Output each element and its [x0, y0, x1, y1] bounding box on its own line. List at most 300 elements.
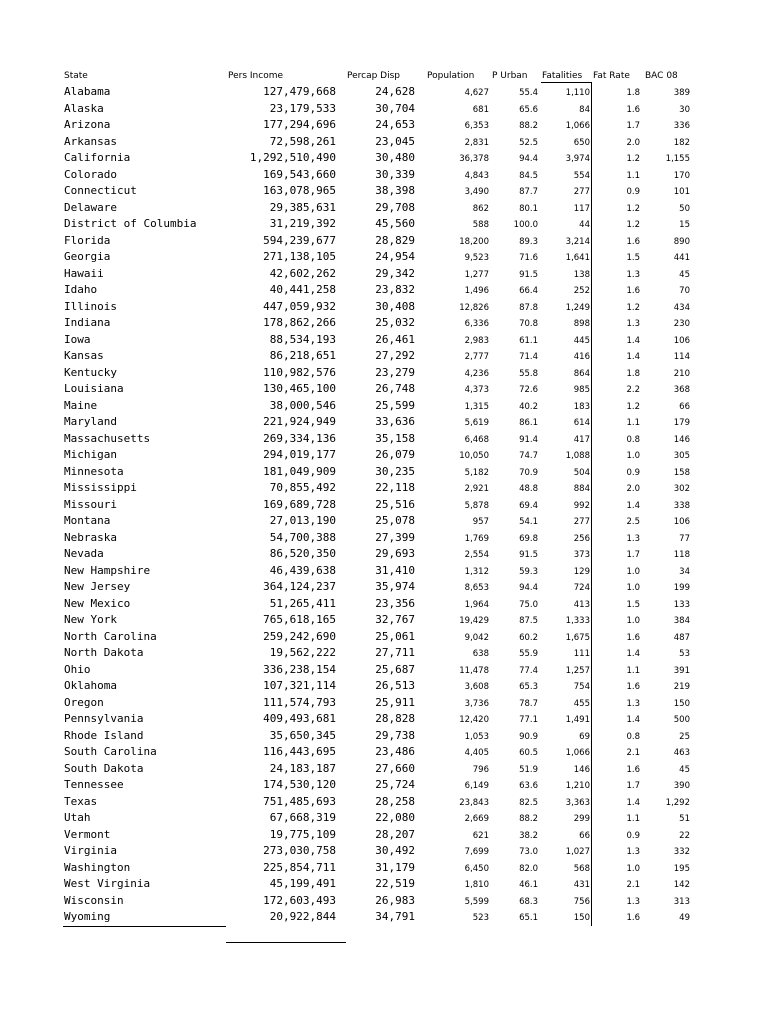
header-fatalities: Fatalities — [542, 71, 583, 81]
fatalities-cell: 568 — [573, 863, 590, 874]
percap-disp-cell: 24,628 — [375, 85, 415, 98]
fat-rate-cell: 1.3 — [626, 269, 640, 280]
percap-disp-cell: 34,791 — [375, 910, 415, 923]
state-name: Kansas — [64, 349, 104, 362]
pers-income-cell: 27,013,190 — [269, 514, 336, 527]
bac08-cell: 338 — [673, 500, 690, 511]
bac08-cell: 146 — [673, 434, 690, 445]
percap-disp-cell: 25,061 — [375, 629, 415, 643]
bac08-cell: 391 — [673, 665, 690, 676]
population-cell: 523 — [472, 913, 489, 923]
p-urban-cell: 86.1 — [519, 418, 538, 428]
state-name: South Dakota — [64, 761, 144, 775]
pers-income-cell: 177,294,696 — [263, 118, 336, 131]
percap-disp-cell: 29,342 — [375, 266, 415, 280]
fat-rate-cell: 1.0 — [626, 566, 640, 577]
pers-income-cell: 221,924,949 — [263, 415, 336, 428]
pers-income-cell: 19,562,222 — [269, 646, 336, 659]
percap-disp-cell: 30,339 — [375, 167, 415, 181]
table-row — [0, 249, 768, 266]
fat-rate-cell: 1.5 — [626, 599, 640, 610]
fat-rate-cell: 1.6 — [626, 104, 640, 115]
bac08-cell: 302 — [673, 484, 690, 494]
p-urban-cell: 55.8 — [519, 368, 538, 379]
bac08-cell: 118 — [673, 550, 690, 560]
population-cell: 9,523 — [464, 253, 489, 263]
state-name: Oklahoma — [64, 679, 117, 692]
table-row — [0, 645, 768, 662]
bac08-cell: 368 — [673, 385, 690, 395]
state-name: South Carolina — [64, 745, 157, 758]
p-urban-cell: 65.1 — [519, 913, 538, 923]
fat-rate-cell: 0.8 — [626, 731, 640, 742]
table-row — [0, 299, 768, 316]
p-urban-cell: 74.7 — [519, 451, 538, 461]
p-urban-cell: 77.1 — [519, 715, 538, 725]
p-urban-cell: 87.7 — [519, 187, 538, 197]
fat-rate-cell: 1.2 — [626, 302, 640, 313]
table-row — [0, 117, 768, 134]
population-cell: 6,450 — [464, 863, 489, 874]
state-name: Washington — [64, 860, 131, 874]
population-cell: 796 — [472, 764, 489, 775]
state-name: Virginia — [64, 844, 117, 857]
population-cell: 11,478 — [459, 665, 489, 676]
pers-income-cell: 54,700,388 — [269, 530, 336, 544]
fat-rate-cell: 1.3 — [626, 319, 640, 329]
table-row — [0, 909, 768, 926]
bac08-cell: 101 — [673, 187, 690, 197]
table-row — [0, 876, 768, 893]
state-name: Colorado — [64, 167, 117, 181]
state-name: Connecticut — [64, 184, 137, 197]
fat-rate-cell: 1.4 — [626, 335, 640, 346]
population-cell: 6,468 — [464, 434, 489, 445]
p-urban-cell: 55.4 — [519, 88, 538, 98]
p-urban-cell: 46.1 — [519, 880, 538, 890]
state-name: Michigan — [64, 448, 117, 461]
pers-income-cell: 19,775,109 — [269, 827, 336, 841]
percap-disp-cell: 23,279 — [375, 365, 415, 379]
bac08-cell: 441 — [673, 253, 690, 263]
percap-disp-cell: 30,704 — [375, 101, 415, 115]
state-name: Minnesota — [64, 464, 124, 478]
table-row — [0, 101, 768, 118]
state-name: Maryland — [64, 415, 117, 428]
fat-rate-cell: 1.7 — [626, 121, 640, 131]
p-urban-cell: 91.4 — [519, 434, 538, 445]
table-row — [0, 629, 768, 646]
bac08-cell: 1,292 — [665, 797, 690, 808]
table-row — [0, 860, 768, 877]
fat-rate-cell: 1.0 — [626, 863, 640, 874]
fat-rate-cell: 1.2 — [626, 154, 640, 164]
table-row — [0, 530, 768, 547]
population-cell: 2,921 — [464, 484, 489, 494]
state-name: Massachusetts — [64, 431, 151, 445]
p-urban-cell: 100.0 — [513, 220, 538, 230]
percap-disp-cell: 35,974 — [375, 580, 415, 593]
percap-disp-cell: 35,158 — [375, 431, 415, 445]
fatalities-cell: 117 — [573, 203, 590, 214]
fat-rate-cell: 0.9 — [626, 830, 640, 841]
fatalities-cell: 1,027 — [565, 847, 590, 857]
table-row — [0, 843, 768, 860]
pers-income-cell: 45,199,491 — [269, 877, 336, 890]
fatalities-cell: 1,088 — [565, 451, 590, 461]
pers-income-cell: 181,049,909 — [263, 464, 336, 478]
fatalities-cell: 277 — [573, 517, 590, 527]
population-cell: 2,831 — [464, 137, 489, 148]
population-cell: 5,182 — [464, 467, 489, 478]
table-row — [0, 332, 768, 349]
fat-rate-cell: 0.9 — [626, 467, 640, 478]
population-cell: 3,490 — [464, 187, 489, 197]
state-name: New York — [64, 613, 117, 626]
p-urban-cell: 48.8 — [519, 484, 538, 494]
pers-income-cell: 1,292,510,490 — [249, 151, 336, 164]
p-urban-cell: 52.5 — [519, 137, 538, 148]
state-name: Rhode Island — [64, 728, 144, 742]
pers-income-cell: 38,000,546 — [269, 398, 336, 412]
state-name: New Mexico — [64, 596, 131, 610]
pers-income-cell: 594,239,677 — [263, 233, 336, 247]
population-cell: 1,964 — [464, 599, 489, 610]
population-cell: 5,599 — [464, 896, 489, 907]
p-urban-cell: 75.0 — [519, 599, 538, 610]
pers-income-cell: 447,059,932 — [263, 299, 336, 313]
p-urban-cell: 89.3 — [519, 236, 538, 247]
p-urban-cell: 69.8 — [519, 533, 538, 544]
table-row — [0, 794, 768, 811]
bac08-cell: 305 — [673, 451, 690, 461]
percap-disp-cell: 28,258 — [375, 794, 415, 808]
pers-income-cell: 364,124,237 — [263, 580, 336, 593]
table-row — [0, 761, 768, 778]
fatalities-cell: 650 — [573, 137, 590, 148]
state-name: New Hampshire — [64, 563, 151, 577]
fatalities-cell: 1,675 — [565, 632, 590, 643]
bac08-cell: 389 — [673, 88, 690, 98]
population-cell: 10,050 — [459, 451, 489, 461]
pers-income-cell: 116,443,695 — [263, 745, 336, 758]
state-name: Missouri — [64, 497, 117, 511]
population-cell: 19,429 — [459, 616, 489, 626]
bac08-cell: 336 — [673, 121, 690, 131]
table-row — [0, 513, 768, 530]
state-name: District of Columbia — [64, 217, 197, 230]
fat-rate-cell: 0.9 — [626, 187, 640, 197]
fat-rate-cell: 1.6 — [626, 236, 640, 247]
percap-disp-cell: 27,399 — [375, 530, 415, 544]
table-row — [0, 480, 768, 497]
p-urban-cell: 68.3 — [519, 896, 538, 907]
p-urban-cell: 91.5 — [519, 550, 538, 560]
fatalities-cell: 84 — [579, 104, 590, 115]
percap-disp-cell: 25,724 — [375, 778, 415, 791]
table-row — [0, 662, 768, 679]
bac08-cell: 34 — [679, 566, 690, 577]
percap-disp-cell: 29,708 — [375, 200, 415, 214]
bac08-cell: 384 — [673, 616, 690, 626]
p-urban-cell: 73.0 — [519, 847, 538, 857]
income-bottom-border — [226, 942, 346, 943]
pers-income-cell: 169,689,728 — [263, 497, 336, 511]
percap-disp-cell: 27,660 — [375, 761, 415, 775]
population-cell: 18,200 — [459, 236, 489, 247]
percap-disp-cell: 22,519 — [375, 877, 415, 890]
bac08-cell: 30 — [679, 104, 690, 115]
population-cell: 4,236 — [464, 368, 489, 379]
fatalities-cell: 150 — [573, 913, 590, 923]
table-row — [0, 678, 768, 695]
p-urban-cell: 61.1 — [519, 335, 538, 346]
pers-income-cell: 88,534,193 — [269, 332, 336, 346]
header-p-urban: P Urban — [492, 71, 528, 81]
fat-rate-cell: 1.3 — [626, 896, 640, 907]
state-name: North Carolina — [64, 629, 157, 643]
population-cell: 7,699 — [464, 847, 489, 857]
fatalities-cell: 754 — [573, 682, 590, 692]
table-row — [0, 497, 768, 514]
fatalities-cell: 431 — [573, 880, 590, 890]
fat-rate-cell: 1.4 — [626, 715, 640, 725]
table-row — [0, 398, 768, 415]
fatalities-cell: 756 — [573, 896, 590, 907]
state-name: New Jersey — [64, 580, 131, 593]
p-urban-cell: 88.2 — [519, 121, 538, 131]
percap-disp-cell: 28,829 — [375, 233, 415, 247]
p-urban-cell: 82.0 — [519, 863, 538, 874]
fat-rate-cell: 1.8 — [626, 368, 640, 379]
table-row — [0, 464, 768, 481]
fat-rate-cell: 1.3 — [626, 533, 640, 544]
percap-disp-cell: 29,693 — [375, 547, 415, 560]
fat-rate-cell: 1.0 — [626, 451, 640, 461]
state-name: Nevada — [64, 547, 104, 560]
percap-disp-cell: 25,516 — [375, 497, 415, 511]
population-cell: 12,826 — [459, 302, 489, 313]
header-fat-rate: Fat Rate — [593, 71, 630, 81]
pers-income-cell: 174,530,120 — [263, 778, 336, 791]
fatalities-cell: 413 — [573, 599, 590, 610]
table-row — [0, 579, 768, 596]
percap-disp-cell: 25,078 — [375, 514, 415, 527]
table-row — [0, 431, 768, 448]
population-cell: 2,983 — [464, 335, 489, 346]
population-cell: 621 — [472, 830, 489, 841]
p-urban-cell: 65.3 — [519, 682, 538, 692]
percap-disp-cell: 23,356 — [375, 596, 415, 610]
fat-rate-cell: 1.6 — [626, 286, 640, 296]
percap-disp-cell: 26,513 — [375, 679, 415, 692]
p-urban-cell: 94.4 — [519, 154, 538, 164]
bac08-cell: 313 — [673, 896, 690, 907]
bac08-cell: 106 — [673, 335, 690, 346]
table-row — [0, 827, 768, 844]
pers-income-cell: 72,598,261 — [269, 134, 336, 148]
bac08-cell: 106 — [673, 517, 690, 527]
bac08-cell: 230 — [673, 319, 690, 329]
p-urban-cell: 69.4 — [519, 500, 538, 511]
fat-rate-cell: 1.4 — [626, 649, 640, 659]
state-name: Pennsylvania — [64, 712, 144, 725]
percap-disp-cell: 33,636 — [375, 415, 415, 428]
fat-rate-cell: 1.6 — [626, 632, 640, 643]
percap-disp-cell: 27,292 — [375, 349, 415, 362]
pers-income-cell: 130,465,100 — [263, 382, 336, 395]
population-cell: 1,277 — [464, 269, 489, 280]
pers-income-cell: 273,030,758 — [263, 844, 336, 857]
population-cell: 6,353 — [464, 121, 489, 131]
pers-income-cell: 169,543,660 — [263, 167, 336, 181]
fat-rate-cell: 1.5 — [626, 253, 640, 263]
table-row — [0, 266, 768, 283]
pers-income-cell: 269,334,136 — [263, 431, 336, 445]
table-row — [0, 134, 768, 151]
bac08-cell: 210 — [673, 368, 690, 379]
fatalities-cell: 299 — [573, 814, 590, 824]
pers-income-cell: 51,265,411 — [269, 596, 336, 610]
p-urban-cell: 80.1 — [519, 203, 538, 214]
fat-rate-cell: 1.2 — [626, 220, 640, 230]
fatalities-cell: 1,210 — [565, 781, 590, 791]
p-urban-cell: 59.3 — [519, 566, 538, 577]
population-cell: 4,373 — [464, 385, 489, 395]
table-row — [0, 447, 768, 464]
fatalities-right-border — [591, 82, 592, 926]
state-name: Iowa — [64, 332, 91, 346]
bac08-cell: 142 — [673, 880, 690, 890]
p-urban-cell: 63.6 — [519, 781, 538, 791]
percap-disp-cell: 24,954 — [375, 250, 415, 263]
fatalities-cell: 898 — [573, 319, 590, 329]
bac08-cell: 219 — [673, 682, 690, 692]
p-urban-cell: 77.4 — [519, 665, 538, 676]
bac08-cell: 500 — [673, 715, 690, 725]
pers-income-cell: 67,668,319 — [269, 811, 336, 824]
pers-income-cell: 35,650,345 — [269, 728, 336, 742]
table-row — [0, 596, 768, 613]
header-bac08: BAC 08 — [645, 71, 678, 81]
pers-income-cell: 172,603,493 — [263, 893, 336, 907]
percap-disp-cell: 29,738 — [375, 728, 415, 742]
population-cell: 638 — [472, 649, 489, 659]
percap-disp-cell: 26,748 — [375, 382, 415, 395]
state-name: Montana — [64, 514, 111, 527]
percap-disp-cell: 26,079 — [375, 448, 415, 461]
table-row — [0, 348, 768, 365]
percap-disp-cell: 30,235 — [375, 464, 415, 478]
state-name: Florida — [64, 233, 111, 247]
percap-disp-cell: 22,080 — [375, 811, 415, 824]
p-urban-cell: 82.5 — [519, 797, 538, 808]
population-cell: 5,619 — [464, 418, 489, 428]
pers-income-cell: 42,602,262 — [269, 266, 336, 280]
fat-rate-cell: 1.6 — [626, 913, 640, 923]
header-pers-income: Pers Income — [228, 71, 284, 81]
state-name: California — [64, 151, 131, 164]
pers-income-cell: 294,019,177 — [263, 448, 336, 461]
bac08-cell: 179 — [673, 418, 690, 428]
population-cell: 1,315 — [464, 401, 489, 412]
population-cell: 2,554 — [464, 550, 489, 560]
fat-rate-cell: 2.5 — [626, 517, 640, 527]
population-cell: 6,149 — [464, 781, 489, 791]
header-percap-disp: Percap Disp — [347, 71, 401, 81]
bac08-cell: 22 — [679, 830, 690, 841]
percap-disp-cell: 24,653 — [375, 118, 415, 131]
fatalities-cell: 373 — [573, 550, 590, 560]
pers-income-cell: 31,219,392 — [269, 217, 336, 230]
pers-income-cell: 110,982,576 — [263, 365, 336, 379]
bac08-cell: 15 — [679, 220, 690, 230]
fat-rate-cell: 1.3 — [626, 698, 640, 709]
fat-rate-cell: 1.1 — [626, 665, 640, 676]
fatalities-cell: 277 — [573, 187, 590, 197]
population-cell: 36,378 — [459, 154, 489, 164]
fatalities-top-border — [541, 82, 592, 83]
fat-rate-cell: 1.2 — [626, 203, 640, 214]
p-urban-cell: 87.5 — [519, 616, 538, 626]
fat-rate-cell: 1.1 — [626, 170, 640, 181]
bac08-cell: 1,155 — [665, 154, 690, 164]
population-cell: 4,405 — [464, 748, 489, 758]
fatalities-cell: 1,491 — [565, 715, 590, 725]
bac08-cell: 45 — [679, 269, 690, 280]
fat-rate-cell: 1.4 — [626, 500, 640, 511]
fatalities-cell: 3,214 — [565, 236, 590, 247]
table-row — [0, 216, 768, 233]
bac08-cell: 150 — [673, 698, 690, 709]
p-urban-cell: 70.9 — [519, 467, 538, 478]
fatalities-cell: 3,363 — [565, 797, 590, 808]
p-urban-cell: 66.4 — [519, 286, 538, 296]
percap-disp-cell: 30,408 — [375, 299, 415, 313]
table-row — [0, 315, 768, 332]
population-cell: 2,669 — [464, 814, 489, 824]
fat-rate-cell: 1.7 — [626, 550, 640, 560]
fatalities-cell: 455 — [573, 698, 590, 709]
table-row — [0, 728, 768, 745]
percap-disp-cell: 27,711 — [375, 646, 415, 659]
bac08-cell: 77 — [679, 533, 690, 544]
table-row — [0, 711, 768, 728]
bac08-cell: 45 — [679, 764, 690, 775]
table-row — [0, 381, 768, 398]
p-urban-cell: 94.4 — [519, 583, 538, 593]
state-name: Ohio — [64, 662, 91, 676]
population-cell: 1,312 — [464, 566, 489, 577]
fatalities-cell: 554 — [573, 170, 590, 181]
p-urban-cell: 60.2 — [519, 632, 538, 643]
fatalities-cell: 256 — [573, 533, 590, 544]
state-name: Arkansas — [64, 134, 117, 148]
state-name: Hawaii — [64, 266, 104, 280]
bac08-cell: 890 — [673, 236, 690, 247]
table-row — [0, 282, 768, 299]
state-name: Indiana — [64, 316, 111, 329]
table-row — [0, 150, 768, 167]
state-name: Delaware — [64, 200, 117, 214]
p-urban-cell: 54.1 — [519, 517, 538, 527]
table-row — [0, 200, 768, 217]
percap-disp-cell: 25,687 — [375, 662, 415, 676]
fatalities-cell: 66 — [579, 830, 590, 841]
fatalities-cell: 1,641 — [565, 253, 590, 263]
bac08-cell: 434 — [673, 302, 690, 313]
fat-rate-cell: 2.0 — [626, 137, 640, 148]
